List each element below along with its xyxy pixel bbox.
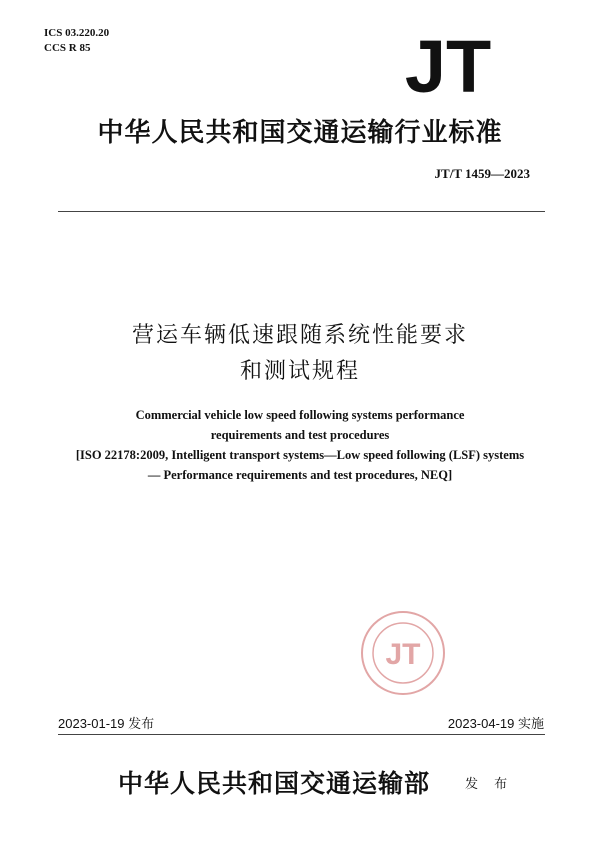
- ics-code: ICS 03.220.20: [44, 27, 110, 39]
- title-cn-line-2: 和测试规程: [239, 359, 360, 384]
- title-en-line-2: requirements and test procedures: [210, 428, 390, 442]
- title-cn-line-1: 营运车辆低速跟随系统性能要求: [131, 323, 468, 348]
- publisher-suffix: 发 布: [465, 777, 514, 792]
- stamp-text: JT: [385, 638, 421, 671]
- title-en-line-4: — Performance requirements and test procedures, NEQ]: [147, 468, 453, 482]
- industry-standard-title: 中华人民共和国交通运输行业标准: [97, 118, 503, 148]
- jt-stamp: [359, 609, 447, 697]
- bottom-divider: [58, 734, 545, 735]
- title-en-line-1: Commercial vehicle low speed following systems performance: [135, 408, 465, 422]
- top-divider: [58, 211, 545, 212]
- issue-date: 2023-01-19 发布: [58, 716, 155, 731]
- jt-logo: [396, 34, 500, 96]
- standard-code: JT/T 1459—2023: [434, 166, 530, 181]
- publisher-name: 中华人民共和国交通运输部: [118, 769, 431, 798]
- ccs-code: CCS R 85: [44, 42, 91, 54]
- implement-date: 2023-04-19 实施: [447, 716, 544, 731]
- title-en-line-3: [ISO 22178:2009, Intelligent transport systems—Low speed following (LSF) systems: [75, 448, 525, 462]
- classification-codes: [44, 26, 109, 56]
- jt-logo-text: JT: [404, 34, 492, 96]
